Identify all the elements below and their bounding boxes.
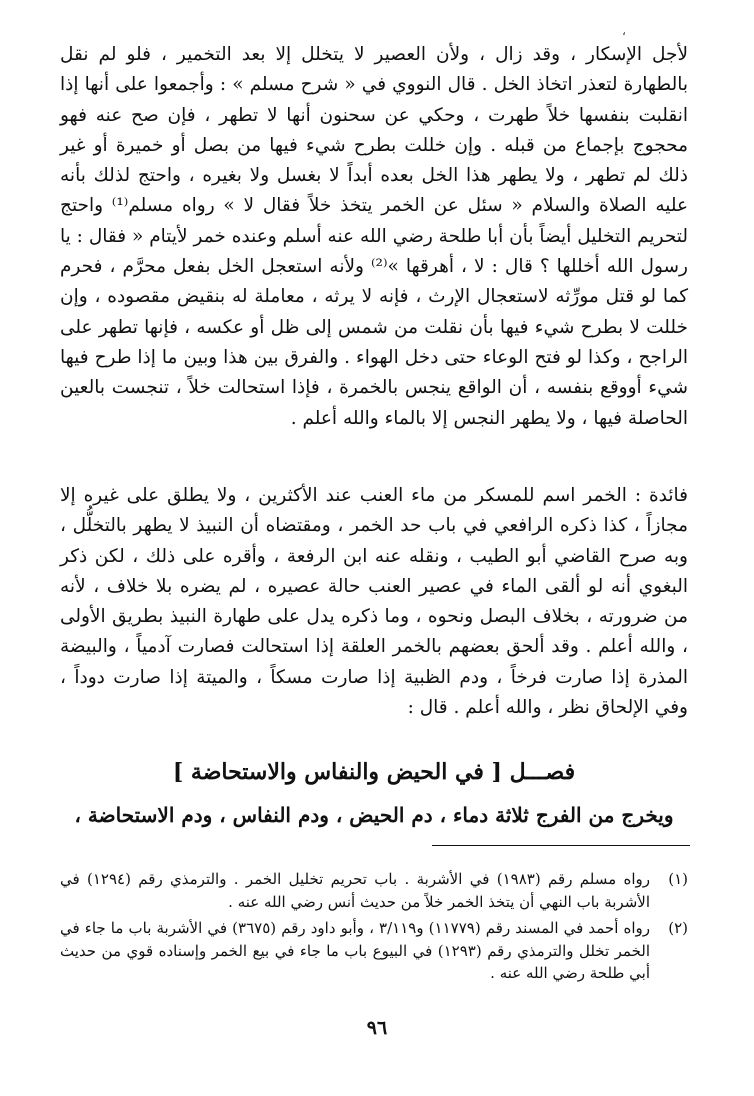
benefit-note-paragraph: فائدة : الخمر اسم للمسكر من ماء العنب عند الأكثرين ، ولا يطلق على غيره إلا مجازاً ، كذا ذكره الرافعي في باب حد الخمر ، ومقتضاه أن النبيذ لا يطهر بالتخلُّل ، وبه صرح القاضي أبو الطيب ، ونقله عنه ابن الرفعة ، وأقره على ذلك ، لكن ذكر البغوي أنه لو ألقى الماء في عصير العنب حالة عصيره ، لم يضره بلا خلاف ، لأنه من ضرورته ، بخلاف البصل ونحوه ، وما ذكره يدل على طهارة النبيذ بطريق الأولى ، والله أعلم . وقد ألحق بعضهم بالخمر العلقة إذا استحالت فصارت آدمياً ، والبيضة المذرة إذا صارت فرخاً ، ودم الظبية إذا صارت مسكاً ، والميتة إذا صارت دوداً ، وفي الإلحاق نظر ، والله أعلم . قال : — [60, 485, 688, 719]
section-heading: فصـــل [ في الحيض والنفاس والاستحاضة ] — [172, 759, 576, 785]
footnote-divider — [432, 845, 690, 846]
footnote-item — [60, 917, 688, 985]
footnote-text: رواه أحمد في المسند رقم (١١٧٧٩) و٣/١١٩ ، وأبو داود رقم (٣٦٧٥) في الأشربة باب ما جاء في الخمر تخلل والترمذي رقم (١٢٩٣) في البيوع باب ما جاء في بيع الخمر وإسناده قوي من حديث أبي طلحة رضي الله عنه . — [60, 919, 651, 982]
matn-line: ويخرج من الفرج ثلاثة دماء ، دم الحيض ، ودم النفاس ، ودم الاستحاضة ، — [74, 803, 674, 827]
page-number: ٩٦ — [366, 1017, 388, 1039]
footnotes-list — [60, 868, 688, 989]
footnote-marker: (١) — [668, 870, 688, 888]
footnote-marker: (٢) — [668, 919, 688, 937]
footnote-item — [60, 868, 688, 913]
corner-mark: ، — [622, 24, 626, 38]
footnote-text: رواه مسلم رقم (١٩٨٣) في الأشربة . باب تحريم تخليل الخمر . والترمذي رقم (١٢٩٤) في الأشربة باب النهي أن يتخذ الخمر خلاً من حديث أنس رضي الله عنه . — [60, 870, 651, 911]
main-paragraph: لأجل الإسكار ، وقد زال ، ولأن العصير لا يتخلل إلا بعد التخمير ، فلو لم نقل بالطهارة لتعذر اتخاذ الخل . قال النووي في « شرح مسلم » : وأجمعوا على أنها إذا انقلبت بنفسها خلاً طهرت ، وحكي عن سحنون أنها لا تطهر ، فإن صح عنه فهو محجوج بإجماع من قبله . وإن خللت بطرح شيء فيها من بصل أو خميرة أو غير ذلك لم تطهر ، ولا يطهر هذا الخل بعده أبداً لا بغسل ولا بغيره ، واحتج لذلك بأنه عليه الصلاة والسلام « سئل عن الخمر يتخذ خلاً فقال لا » رواه مسلم⁽¹⁾ واحتج لتحريم التخليل أيضاً بأن أبا طلحة رضي الله عنه أسلم وعنده خمر لأيتام « فقال : يا رسول الله أخللها ؟ قال : لا ، أهرقها »⁽²⁾ ولأنه استعجل الخل بفعل محرَّم ، فحرم كما لو قتل مورِّثه لاستعجال الإرث ، فإنه لا يرثه ، معاملة له بنقيض مقصوده ، وإن خللت لا بطرح شيء فيها بأن نقلت من شمس إلى ظل أو عكسه ، فإنها تطهر على الراجح ، وكذا لو فتح الوعاء حتى دخل الهواء . والفرق بين هذا وبين ما إذا طرح فيها شيء أووقع بنفسه ، أن الواقع ينجس بالخمرة ، فإذا استحالت خلاً ، تنجست بالعين الحاصلة فيها ، ولا يطهر النجس إلا بالماء والله أعلم . — [60, 44, 688, 429]
